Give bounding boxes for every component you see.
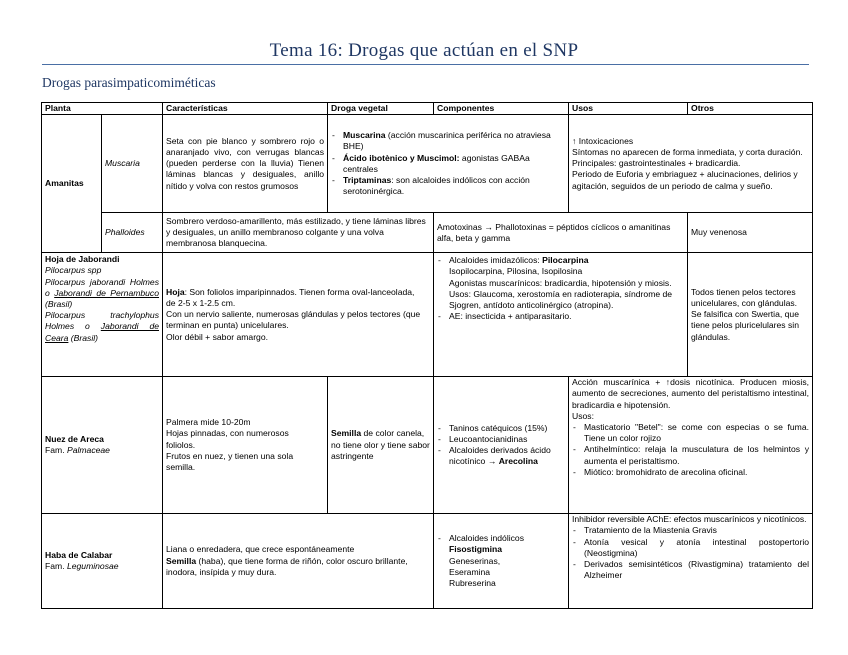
planta-amanitas: Amanitas — [42, 115, 102, 253]
caract-jaborandi: Hoja: Son foliolos imparipinnados. Tienen forma oval-lanceolada, de 2-5 x 1-2.5 cm. Con un nervio saliente, numerosas glándulas y pelos tectores (que terminan en punta) unicelulares. Olor débil + sabor amargo. — [163, 253, 434, 377]
species-phalloides: Phalloides — [102, 213, 163, 253]
list-item: - Miótico: bromohidrato de arecolina oficinal. — [572, 467, 809, 478]
table-row — [42, 253, 813, 377]
caract-calabar: Liana o enredadera, que crece espontáneamente Semilla (haba), que tiene forma de riñón, color oscuro brillante, inodora, insípida y muy dura. — [163, 514, 434, 609]
componentes-jaborandi — [434, 253, 688, 377]
list-item: Principales: gastrointestinales + bradicardia. — [572, 158, 741, 169]
planta-calabar: Haba de Calabar Fam. Leguminosae — [42, 514, 163, 609]
list-item: - Derivados semisintéticos (Rivastigmina) tratamiento del Alzheimer — [572, 559, 809, 581]
list-item: Síntomas no aparecen de forma inmediata, y corta duración. — [572, 146, 803, 157]
page-title: Tema 16: Drogas que actúan en el SNP — [269, 40, 579, 61]
list-item: - Triptaminas: son alcaloides indólicos con acción serotoninérgica. — [331, 175, 564, 197]
header-planta: Planta — [42, 103, 163, 115]
usos-muscaria — [569, 115, 813, 213]
list-item: - AE: insecticida + antiparasitario. — [437, 311, 684, 322]
drugs-table — [41, 102, 813, 609]
list-item: - Tratamiento de la Miastenia Gravis — [572, 525, 809, 536]
componentes-calabar — [434, 514, 569, 609]
list-item: - Alcaloides indólicos Fisostigmina Geneserinas, Eseramina Rubreserina — [437, 533, 565, 589]
list-item: - Alcaloides derivados ácido nicotínico → Arecolina — [437, 445, 565, 467]
otros-phalloides: Muy venenosa — [688, 213, 813, 253]
planta-jaborandi: Hoja de Jaborandi Pilocarpus spp Pilocarpus jaborandi Holmes o Jaborandi de Pernambuco (Brasil) Pilocarpus trachylophus Holmes o Jaborandi de Ceara (Brasil) — [42, 253, 163, 377]
list-item: - Muscarina (acción muscarinica periférica no atraviesa BHE) — [331, 130, 564, 152]
table-row — [42, 115, 813, 213]
header-otros: Otros — [688, 103, 813, 115]
componentes-phalloides: Amotoxinas → Phallotoxinas = péptidos cíclicos o amanitinas alfa, beta y gamma — [434, 213, 688, 253]
componentes-areca — [434, 377, 569, 514]
caract-areca: Palmera mide 10-20m Hojas pinnadas, con numerosos foliolos. Frutos en nuez, y tienen una sola semilla. — [163, 377, 328, 514]
table-row — [42, 514, 813, 609]
section-subtitle: Drogas parasimpaticomiméticas — [42, 75, 216, 90]
caract-phalloides: Sombrero verdoso-amarillento, más estilizado, y tiene láminas libres y desiguales, un anillo membranoso colgante y una volva membranosa blanquecina. — [163, 213, 434, 253]
list-item: - Leucoantocianidinas — [437, 434, 565, 445]
list-item: - Ácido ibotènico y Muscimol: agonistas GABAa centrales — [331, 153, 564, 175]
list-item: ↑ Intoxicaciones — [572, 135, 634, 146]
componentes-muscaria — [328, 115, 569, 213]
table-row — [42, 377, 813, 514]
usos-calabar: Inhibidor reversible AChE: efectos muscarínicos y nicotínicos. - Tratamiento de la Miastenia Gravis - Atonía vesical y atonía intestinal postopertorio (Neostigmina) - Derivados semisintéticos (Rivastigmina) tratamiento del Alzheimer — [569, 514, 813, 609]
list-item: - Taninos catéquicos (15%) — [437, 423, 565, 434]
header-usos: Usos — [569, 103, 688, 115]
species-muscaria: Muscaria — [102, 115, 163, 213]
usos-areca: Acción muscarínica + ↑dosis nicotínica. Producen miosis, aumento de secreciones, aumento del peristaltismo intestinal, bradicardia e hipotensión. Usos: - Masticatorio "Betel": se come con especias o se fuma. Tiene un color rojizo - Antihelmíntico: relaja la musculatura de los helmintos y aumenta el peristaltismo. - Miótico: bromohidrato de arecolina oficinal. — [569, 377, 813, 514]
table-row — [42, 213, 813, 253]
list-item: - Masticatorio "Betel": se come con especias o se fuma. Tiene un color rojizo — [572, 422, 809, 444]
table-header-row — [42, 103, 813, 115]
list-item: - Antihelmíntico: relaja la musculatura de los helmintos y aumenta el peristaltismo. — [572, 444, 809, 466]
header-caracteristicas: Características — [163, 103, 328, 115]
header-droga-vegetal: Droga vegetal — [328, 103, 434, 115]
caract-muscaria: Seta con pie blanco y sombrero rojo o anaranjado vivo, con verrugas blancas (pueden perderse con la lluvia) Tienen láminas blancas y desiguales, anillo nítido y volva con restos grumosos — [163, 115, 328, 213]
otros-jaborandi: Todos tienen pelos tectores unicelulares, con glándulas. Se falsifica con Swertia, que tiene pelos pluricelulares sin glándulas. — [688, 253, 813, 377]
list-item: Periodo de Euforia y embriaguez + alucinaciones, delirios y agitación, seguidos de un periodo de calma y sueño. — [572, 169, 798, 191]
planta-areca: Nuez de Areca Fam. Palmaceae — [42, 377, 163, 514]
list-item: - Atonía vesical y atonía intestinal postopertorio (Neostigmina) — [572, 537, 809, 559]
droga-areca: Semilla de color canela, no tiene olor y tiene sabor astringente — [328, 377, 434, 514]
list-item: - Alcaloides imidazólicos: Pilocarpina Isopilocarpina, Pilosina, Isopilosina Agonistas muscarínicos: bradicardia, hipotensión y miosis. Usos: Glaucoma, xerostomía en radioterapia, síndrome de Sjogren, antídoto anticolinérgico (atropina). — [437, 255, 684, 311]
title-rule — [42, 64, 809, 65]
header-componentes: Componentes — [434, 103, 569, 115]
